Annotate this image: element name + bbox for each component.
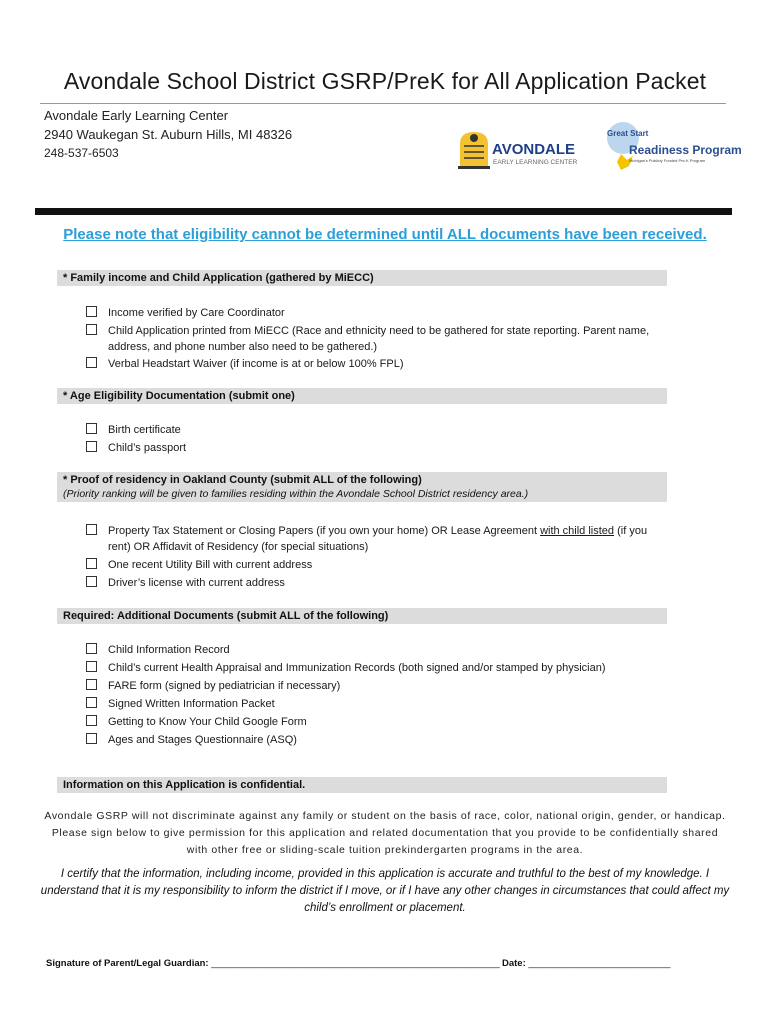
header-divider (35, 208, 732, 215)
avondale-logo (456, 126, 586, 172)
org-phone: 248-537-6503 (44, 146, 119, 160)
checkbox[interactable] (86, 643, 97, 654)
checklist-item[interactable]: FARE form (signed by pediatrician if necessary) (86, 678, 661, 694)
section-heading-residency (57, 472, 667, 502)
org-address: 2940 Waukegan St. Auburn Hills, MI 48326 (44, 127, 293, 142)
avondale-logo-sub: EARLY LEARNING CENTER (493, 159, 578, 166)
checkbox[interactable] (86, 576, 97, 587)
checkbox[interactable] (86, 558, 97, 569)
checklist-item[interactable]: Child’s passport (86, 440, 661, 456)
org-name: Avondale Early Learning Center (44, 108, 229, 123)
gsrp-logo-graphic (603, 118, 742, 178)
checklist-item[interactable]: One recent Utility Bill with current address (86, 557, 661, 573)
checkbox[interactable] (86, 733, 97, 744)
checklist-item[interactable]: Driver’s license with current address (86, 575, 661, 591)
signature-field[interactable]: ___________________________________________________________ (211, 958, 500, 969)
checklist-item[interactable]: Getting to Know Your Child Google Form (86, 714, 661, 730)
section-heading-additional: Required: Additional Documents (submit ALL of the following) (57, 608, 667, 624)
checklist-item[interactable]: Income verified by Care Coordinator (86, 305, 661, 321)
section-heading-age: * Age Eligibility Documentation (submit one) (57, 388, 667, 404)
gsrp-logo-top: Great Start (607, 129, 649, 138)
gsrp-logo-sub: Michigan's Publicly Funded Pre-K Program (629, 158, 706, 163)
checklist-item[interactable]: Child’s current Health Appraisal and Immunization Records (both signed and/or stamped by physician) (86, 660, 661, 676)
gsrp-logo-main: Readiness Program (629, 143, 742, 157)
checklist-item[interactable]: Property Tax Statement or Closing Papers (if you own your home) OR Lease Agreement with child listed (if you rent) OR Affidavit of Residency (for special situations) (86, 523, 661, 555)
date-field[interactable]: _____________________________ (528, 958, 671, 969)
checkbox[interactable] (86, 679, 97, 690)
gsrp-logo (603, 118, 742, 178)
checkbox[interactable] (86, 441, 97, 452)
checkbox[interactable] (86, 357, 97, 368)
checkbox[interactable] (86, 661, 97, 672)
checkbox[interactable] (86, 324, 97, 335)
checkbox[interactable] (86, 423, 97, 434)
checkbox[interactable] (86, 306, 97, 317)
checkbox[interactable] (86, 715, 97, 726)
section-heading-income: * Family income and Child Application (gathered by MiECC) (57, 270, 667, 286)
avondale-logo-graphic (456, 126, 586, 172)
page-title: Avondale School District GSRP/PreK for All Application Packet (63, 68, 707, 94)
checklist-item[interactable]: Signed Written Information Packet (86, 696, 661, 712)
checklist-item[interactable]: Child Information Record (86, 642, 661, 658)
checklist-item[interactable]: Birth certificate (86, 422, 661, 438)
checklist-item[interactable]: Verbal Headstart Waiver (if income is at or below 100% FPL) (86, 356, 661, 372)
signature-label: Signature of Parent/Legal Guardian: (46, 958, 209, 969)
title-divider (40, 103, 726, 104)
signature-row (46, 958, 670, 969)
section-subheading: (Priority ranking will be given to families residing within the Avondale School District residency area.) (63, 488, 529, 500)
avondale-logo-name: AVONDALE (492, 141, 576, 158)
eligibility-notice: Please note that eligibility cannot be determined until ALL documents have been received. (63, 226, 707, 243)
checklist-item[interactable]: Child Application printed from MiECC (Race and ethnicity need to be gathered for state reporting. Parent name, address, and phone number also need to be gathered.) (86, 323, 661, 355)
certification-statement: I certify that the information, including income, provided in this application is accurate and truthful to the best of my knowledge. I understand that it is my responsibility to inform the district if I move, or if I have any other changes in circumstances that could affect my child’s enrollment or placement. (40, 868, 730, 914)
section-heading-text: * Proof of residency in Oakland County (submit ALL of the following) (63, 474, 422, 486)
checkbox[interactable] (86, 524, 97, 535)
checkbox[interactable] (86, 697, 97, 708)
date-label: Date: (502, 958, 526, 969)
confidential-heading: Information on this Application is confidential. (57, 777, 667, 793)
nondiscrimination-statement: Avondale GSRP will not discriminate against any family or student on the basis of race, color, national origin, gender, or handicap. Please sign below to give permission for this application and related documentation that you provide to be confidentially shared with other free or sliding-scale tuition prekindergarten programs in the area. (44, 810, 726, 856)
checklist-item[interactable]: Ages and Stages Questionnaire (ASQ) (86, 732, 661, 748)
